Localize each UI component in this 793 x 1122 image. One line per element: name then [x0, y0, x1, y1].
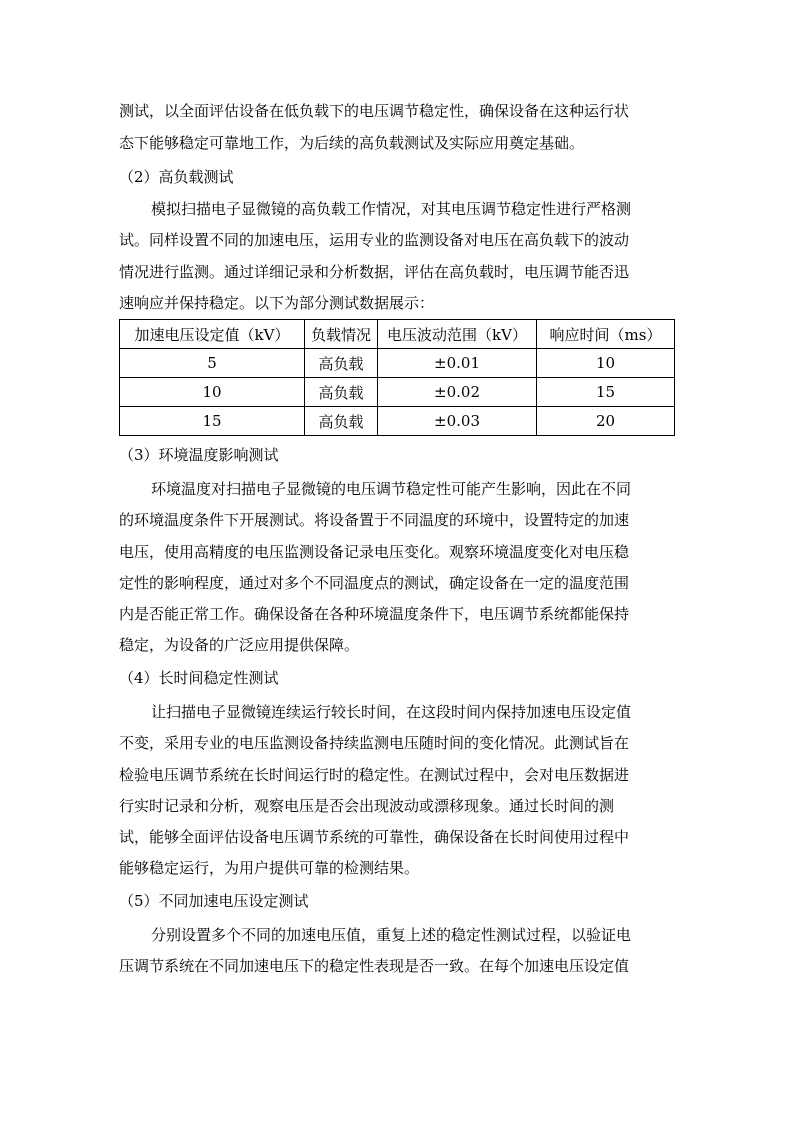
table-cell: 高负载 [305, 349, 378, 378]
table-row [120, 407, 675, 436]
paragraph-line: 内是否能正常工作。确保设备在各种环境温度条件下，电压调节系统都能保持 [119, 605, 630, 623]
section-heading-long-term-stability: （4）长时间稳定性测试 [119, 669, 279, 687]
table-cell: 15 [537, 378, 675, 407]
paragraph-line: 试，能够全面评估设备电压调节系统的可靠性，确保设备在长时间使用过程中 [119, 828, 630, 846]
test-data-table [119, 319, 675, 436]
section-heading-different-voltage: （5）不同加速电压设定测试 [119, 892, 309, 910]
paragraph-line: 电压，使用高精度的电压监测设备记录电压变化。观察环境温度变化对电压稳 [119, 543, 630, 561]
table-header-cell: 负载情况 [305, 320, 378, 349]
paragraph-line: 定性的影响程度，通过对多个不同温度点的测试，确定设备在一定的温度范围 [119, 574, 630, 592]
table-cell: ±0.02 [378, 378, 537, 407]
paragraph-line: 的环境温度条件下开展测试。将设备置于不同温度的环境中，设置特定的加速 [119, 511, 630, 529]
table-cell: 15 [120, 407, 305, 436]
table-cell: 5 [120, 349, 305, 378]
table-cell: 10 [537, 349, 675, 378]
section-heading-ambient-temperature: （3）环境温度影响测试 [119, 446, 279, 464]
paragraph-line: 压调节系统在不同加速电压下的稳定性表现是否一致。在每个加速电压设定值 [119, 957, 630, 975]
table-cell: 高负载 [305, 378, 378, 407]
table-header-cell: 加速电压设定值（kV） [120, 320, 305, 349]
table-cell: ±0.03 [378, 407, 537, 436]
paragraph-line: 检验电压调节系统在长时间运行时的稳定性。在测试过程中，会对电压数据进 [119, 766, 630, 784]
paragraph-line: 速响应并保持稳定。以下为部分测试数据展示： [119, 294, 435, 312]
table-cell: 10 [120, 378, 305, 407]
paragraph-line: 让扫描电子显微镜连续运行较长时间，在这段时间内保持加速电压设定值 [151, 703, 632, 721]
paragraph-line: 不变，采用专业的电压监测设备持续监测电压随时间的变化情况。此测试旨在 [119, 734, 630, 752]
paragraph-line: 行实时记录和分析，观察电压是否会出现波动或漂移现象。通过长时间的测 [119, 797, 615, 815]
table-row [120, 349, 675, 378]
paragraph-line: 环境温度对扫描电子显微镜的电压调节稳定性可能产生影响，因此在不同 [151, 480, 632, 498]
table-header-cell: 电压波动范围（kV） [378, 320, 537, 349]
table-row [120, 378, 675, 407]
paragraph-line: 稳定，为设备的广泛应用提供保障。 [119, 636, 360, 654]
paragraph-line: 分别设置多个不同的加速电压值，重复上述的稳定性测试过程，以验证电 [151, 926, 632, 944]
paragraph-line: 情况进行监测。通过详细记录和分析数据，评估在高负载时，电压调节能否迅 [119, 263, 630, 281]
table-header-cell: 响应时间（ms） [537, 320, 675, 349]
section-heading-high-load: （2）高负载测试 [119, 168, 234, 186]
table-cell: ±0.01 [378, 349, 537, 378]
table-cell: 高负载 [305, 407, 378, 436]
paragraph-line: 模拟扫描电子显微镜的高负载工作情况，对其电压调节稳定性进行严格测 [151, 200, 632, 218]
table-cell: 20 [537, 407, 675, 436]
paragraph-line: 试。同样设置不同的加速电压，运用专业的监测设备对电压在高负载下的波动 [119, 231, 630, 249]
intro-line-2: 态下能够稳定可靠地工作，为后续的高负载测试及实际应用奠定基础。 [119, 134, 585, 152]
table-header-row [120, 320, 675, 349]
intro-line-1: 测试，以全面评估设备在低负载下的电压调节稳定性，确保设备在这种运行状 [119, 102, 630, 120]
paragraph-line: 能够稳定运行，为用户提供可靠的检测结果。 [119, 859, 420, 877]
